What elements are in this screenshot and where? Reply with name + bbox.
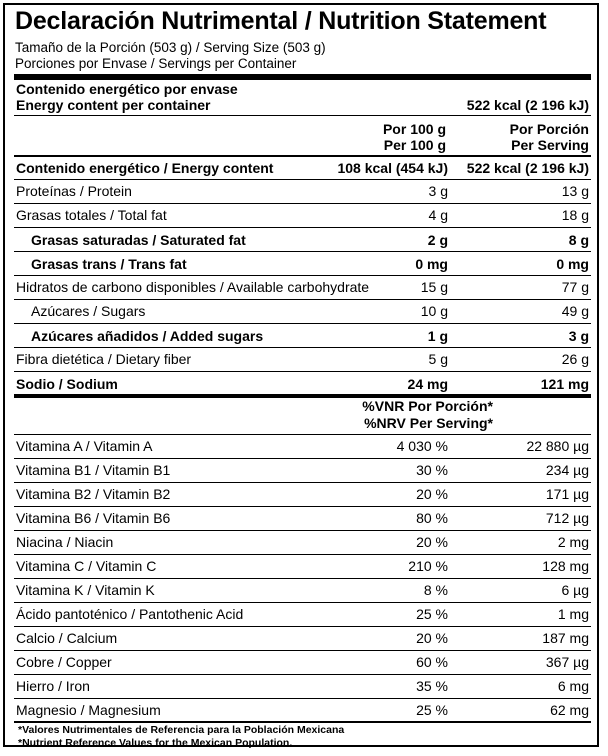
vitamin-percent: 80 % (416, 510, 448, 526)
vitamin-label: Hierro / Iron (16, 678, 90, 694)
vitamin-percent: 8 % (423, 582, 448, 598)
vitamin-label: Vitamina K / Vitamin K (16, 582, 155, 598)
nutrient-label: Azúcares / Sugars (31, 303, 146, 319)
vitamin-label: Vitamina C / Vitamin C (16, 558, 157, 574)
nutrient-row-carbohydrate (14, 276, 591, 300)
divider (14, 721, 591, 723)
nutrient-row-trans-fat (14, 253, 591, 277)
nutrient-row-saturated-fat (14, 229, 591, 253)
nutrient-per100: 0 mg (415, 256, 448, 272)
nutrient-per100: 24 mg (407, 376, 448, 392)
vitamin-amount: 62 mg (550, 702, 589, 718)
nutrition-statement-panel (3, 3, 599, 747)
nutrient-per100: 15 g (420, 279, 448, 295)
vnr-header-en: %NRV Per Serving* (364, 415, 493, 431)
panel-title: Declaración Nutrimental / Nutrition Statement (15, 7, 547, 35)
col-per100-en: Per 100 g (383, 137, 446, 153)
vitamin-amount: 234 µg (545, 462, 589, 478)
vitamin-amount: 6 mg (557, 678, 589, 694)
energy-row (14, 157, 591, 181)
energy-container-label-en: Energy content per container (16, 97, 211, 113)
nutrient-per100: 5 g (428, 351, 448, 367)
divider-thick (14, 394, 591, 398)
nutrient-per100: 2 g (427, 232, 448, 248)
nutrient-label: Grasas saturadas / Saturated fat (31, 232, 246, 248)
nutrient-label: Grasas totales / Total fat (16, 207, 167, 223)
nutrient-label: Sodio / Sodium (16, 376, 118, 392)
nutrient-serving: 3 g (568, 328, 589, 344)
vitamin-label: Cobre / Copper (16, 654, 112, 670)
vitamin-label: Calcio / Calcium (16, 630, 118, 646)
footnote-en: *Nutrient Reference Values for the Mexican Population. (18, 737, 293, 749)
vitamin-row-c (14, 555, 591, 579)
energy-container-label-es: Contenido energético por envase (16, 81, 238, 97)
vitamin-percent: 20 % (416, 630, 448, 646)
vitamin-percent: 35 % (416, 678, 448, 694)
divider (14, 115, 591, 116)
footnote-es: *Valores Nutrimentales de Referencia para la Población Mexicana (18, 724, 345, 736)
vitamin-label: Vitamina A / Vitamin A (16, 438, 153, 454)
nutrient-row-protein (14, 180, 591, 204)
vitamin-row-niacin (14, 531, 591, 555)
nutrient-serving: 18 g (561, 207, 589, 223)
vitamin-row-a (14, 435, 591, 459)
vitamin-amount: 2 mg (557, 534, 589, 550)
vitamin-percent: 210 % (408, 558, 448, 574)
vitamin-row-magnesium (14, 699, 591, 723)
vitamin-label: Ácido pantoténico / Pantothenic Acid (16, 606, 244, 622)
nutrient-row-fiber (14, 348, 591, 372)
divider (14, 227, 591, 228)
nutrient-serving: 13 g (561, 183, 589, 199)
servings-per-container: Porciones por Envase / Servings per Container (15, 56, 297, 71)
nutrient-serving: 49 g (561, 303, 589, 319)
vitamin-amount: 6 µg (561, 582, 589, 598)
vitamin-amount: 187 mg (542, 630, 589, 646)
nutrient-row-sugars (14, 300, 591, 324)
vitamin-amount: 128 mg (542, 558, 589, 574)
divider (14, 251, 591, 252)
nutrient-row-total-fat (14, 204, 591, 228)
nutrient-per100: 3 g (428, 183, 448, 199)
vitamin-percent: 25 % (416, 606, 448, 622)
vitamin-label: Magnesio / Magnesium (16, 702, 161, 718)
nutrient-per100: 10 g (420, 303, 448, 319)
vitamin-percent: 4 030 % (396, 438, 448, 454)
col-serving-en: Per Serving (511, 137, 589, 153)
vitamin-amount: 22 880 µg (526, 438, 589, 454)
vitamin-percent: 60 % (416, 654, 448, 670)
nutrient-serving: 77 g (561, 279, 589, 295)
vitamin-label: Vitamina B2 / Vitamin B2 (16, 486, 171, 502)
divider (14, 371, 591, 372)
nutrient-serving: 26 g (561, 351, 589, 367)
vitamin-amount: 171 µg (545, 486, 589, 502)
nutrient-label: Fibra dietética / Dietary fiber (16, 351, 192, 367)
vitamin-row-calcium (14, 627, 591, 651)
vnr-header-es: %VNR Por Porción* (362, 398, 493, 414)
nutrient-serving: 121 mg (540, 376, 589, 392)
vitamin-row-b2 (14, 483, 591, 507)
nutrient-row-added-sugars (14, 325, 591, 349)
vitamin-percent: 20 % (416, 486, 448, 502)
vitamin-percent: 20 % (416, 534, 448, 550)
energy-per100: 108 kcal (454 kJ) (337, 160, 448, 176)
vitamin-percent: 30 % (416, 462, 448, 478)
nutrient-label: Azúcares añadidos / Added sugars (31, 328, 264, 344)
vitamin-amount: 1 mg (557, 606, 589, 622)
energy-serving: 522 kcal (2 196 kJ) (466, 160, 589, 176)
serving-size: Tamaño de la Porción (503 g) / Serving Size (503 g) (15, 40, 326, 55)
nutrient-per100: 4 g (428, 207, 448, 223)
vitamin-amount: 367 µg (545, 654, 589, 670)
vitamin-row-b6 (14, 507, 591, 531)
nutrient-serving: 0 mg (556, 256, 589, 272)
divider (14, 323, 591, 324)
col-per100-es: Por 100 g (382, 121, 446, 137)
nutrient-label: Proteínas / Protein (16, 183, 132, 199)
nutrient-serving: 8 g (568, 232, 589, 248)
nutrient-label: Hidratos de carbono disponibles / Available carbohydrate (16, 279, 370, 295)
energy-label: Contenido energético / Energy content (16, 160, 274, 176)
vitamin-amount: 712 µg (545, 510, 589, 526)
col-serving-es: Por Porción (509, 121, 589, 137)
vitamin-row-copper (14, 651, 591, 675)
vitamin-label: Vitamina B6 / Vitamin B6 (16, 510, 171, 526)
vitamin-row-iron (14, 675, 591, 699)
nutrient-label: Grasas trans / Trans fat (31, 256, 187, 272)
vitamin-row-k (14, 579, 591, 603)
vitamin-row-pantothenic (14, 603, 591, 627)
energy-container-value: 522 kcal (2 196 kJ) (466, 97, 589, 113)
vitamin-label: Niacina / Niacin (16, 534, 114, 550)
nutrient-per100: 1 g (427, 328, 448, 344)
vitamin-percent: 25 % (416, 702, 448, 718)
vitamin-label: Vitamina B1 / Vitamin B1 (16, 462, 171, 478)
divider-thick (14, 74, 591, 80)
vitamin-row-b1 (14, 459, 591, 483)
